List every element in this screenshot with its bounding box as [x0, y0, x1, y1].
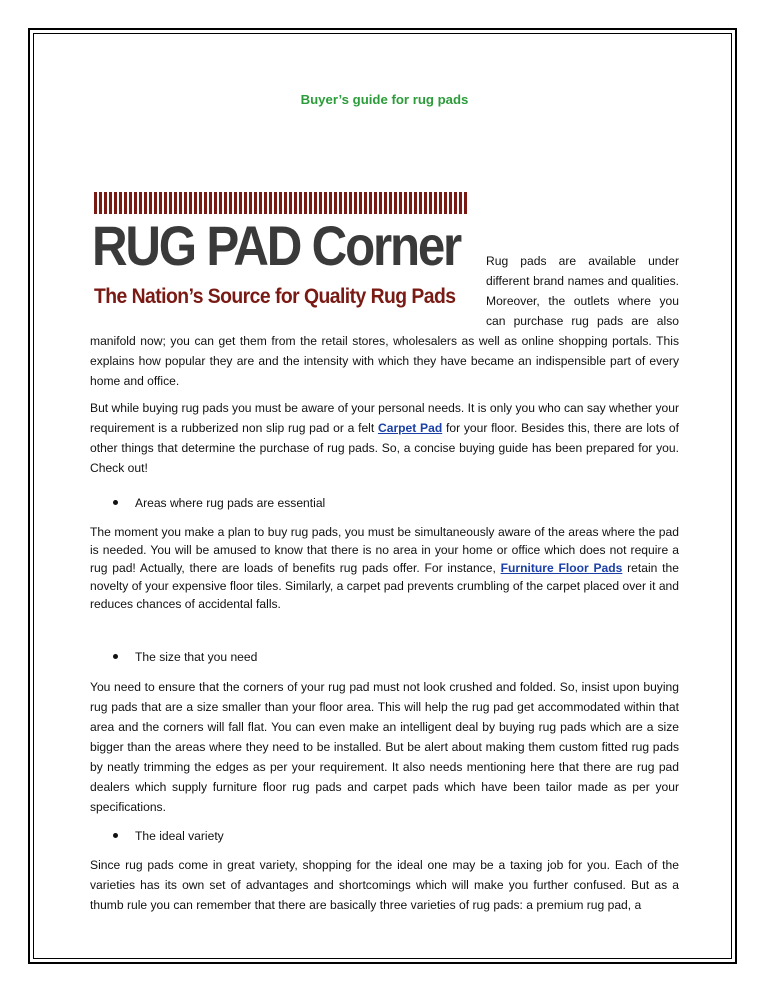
document-title: Buyer’s guide for rug pads: [300, 92, 469, 107]
logo-stripe-decoration: [94, 192, 468, 214]
paragraph-variety: Since rug pads come in great variety, shopping for the ideal one may be a taxing job for you. Each of the varieties has its own set of advantages and shortcomings which will make you further confused. But as a thumb rule you can remember that there are basically three varieties of rug pads: a premium rug pad, a: [90, 858, 679, 912]
document-body: [90, 90, 679, 915]
bullet-size: The size that you need: [90, 647, 679, 667]
rug-pad-corner-logo: [90, 192, 474, 322]
paragraph-areas: The moment you make a plan to buy rug pads, you must be simultaneously aware of the areas where the pad is needed. You will be amused to know that there is no area in your home or office which does not require a rug pad! Actually, there are loads of benefits rug pads offer. For instance, Furniture Floor Pads retain the novelty of your expensive floor tiles. Similarly, a carpet pad prevents crumbling of the carpet placed over it and reduces chances of accidental falls.: [90, 525, 679, 611]
bullet-areas: Areas where rug pads are essential: [90, 493, 679, 513]
intro-paragraph: Rug pads are available under different brand names and qualities. Moreover, the outlets where you can purchase rug pads are also manifold now; you can get them from the retail stores, wholesalers as well as online shopping portals. This explains how popular they are and the intensity with which they have became an indispensible part of every home and office.: [90, 254, 679, 388]
paragraph-buying-needs: But while buying rug pads you must be aware of your personal needs. It is only you who can say whether your requirement is a rubberized non slip rug pad or a felt Carpet Pad for your floor. Besides this, there are lots of other things that determine the purchase of rug pads. So, a concise buying guide has been prepared for you. Check out!: [90, 401, 679, 475]
furniture-floor-pads-link[interactable]: Furniture Floor Pads: [500, 561, 623, 575]
carpet-pad-link[interactable]: Carpet Pad: [377, 421, 443, 435]
logo-tagline: The Nation’s Source for Quality Rug Pads: [94, 284, 456, 308]
bullet-variety: The ideal variety: [90, 826, 679, 846]
paragraph-size: You need to ensure that the corners of your rug pad must not look crushed and folded. So, insist upon buying rug pads that are a size smaller than your floor area. This will help the rug pad get accommodated within that area and the corners will fall flat. You can even make an intelligent deal by buying rug pads which are a size bigger than the areas where they need to be installed. But be alert about making them custom fitted rug pads by neatly trimming the edges as per your requirement. It also needs mentioning here that there are rug pad dealers which supply furniture floor rug pads and carpet pads which have been tailor made as per your specifications.: [90, 680, 679, 814]
logo-main-text: RUG PAD Corner: [92, 214, 461, 277]
